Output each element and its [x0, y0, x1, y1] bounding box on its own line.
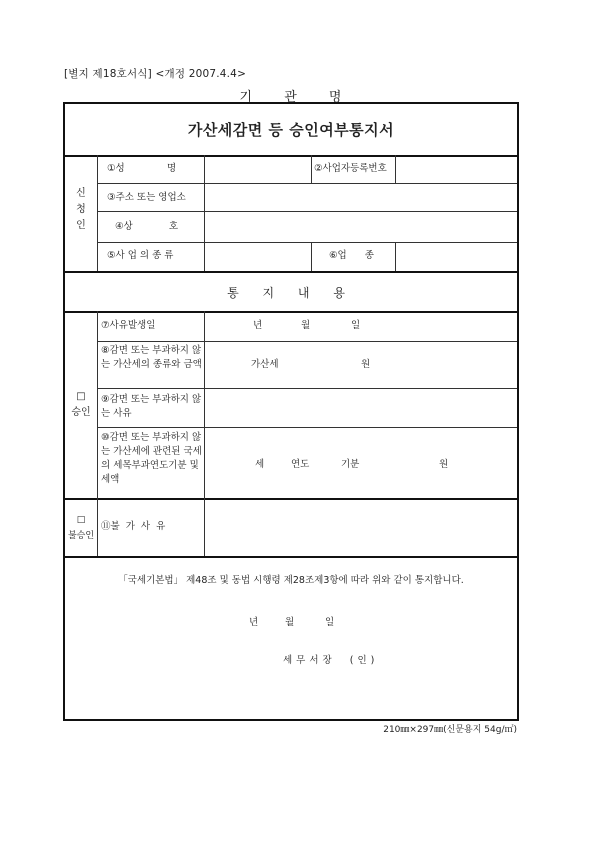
applicant-row-line — [97, 242, 517, 243]
trade-name-field[interactable] — [207, 213, 515, 240]
rejection-checkbox[interactable]: □ — [76, 515, 86, 525]
industry-field[interactable] — [398, 244, 514, 269]
tax-office-signature: 세무서장 (인) — [283, 655, 379, 666]
label-column-line — [204, 311, 205, 498]
penalty-type-amount-label: ⑧감면 또는 부과하지 않는 가산세의 종류와 금액 — [101, 345, 202, 370]
address-label: ③주소 또는 영업소 — [107, 192, 186, 203]
related-tax-won: 원 — [439, 459, 449, 470]
field-column-line — [311, 155, 312, 183]
approval-checkbox[interactable]: □ — [76, 391, 86, 402]
side-column-line — [97, 311, 98, 556]
notice-content-heading: 통 지 내 용 — [227, 286, 355, 300]
rejection-reason-label: ⑪불 가 사 유 — [101, 521, 166, 532]
applicant-side-label: 신 청 인 — [76, 188, 86, 231]
exemption-reason-field[interactable] — [207, 390, 515, 425]
penalty-won-text: 원 — [361, 359, 371, 370]
rejection-label: 불승인 — [67, 531, 95, 541]
business-number-label: ②사업자등록번호 — [314, 163, 387, 174]
industry-label: ⑥업 종 — [329, 250, 374, 261]
occurrence-date-month: 월 — [301, 320, 311, 331]
approval-row-line — [97, 388, 517, 389]
issue-date-year: 년 — [249, 617, 259, 628]
field-column-line — [395, 242, 396, 271]
related-tax-item: 세 — [255, 459, 265, 470]
notice-statement: 「국세기본법」 제48조 및 동법 시행령 제28조제3항에 따라 위와 같이 통지합니다. — [118, 575, 464, 586]
applicant-bottom-divider — [65, 271, 517, 273]
rejection-reason-field[interactable] — [207, 500, 515, 554]
form-number: [별지 제18호서식] <개정 2007.4.4> — [64, 68, 247, 80]
related-tax-period: 기분 — [341, 459, 360, 470]
business-type-field[interactable] — [213, 244, 309, 269]
field-column-line — [311, 242, 312, 271]
applicant-row-line — [97, 183, 517, 184]
name-label: ①성 명 — [107, 163, 177, 174]
exemption-reason-label: ⑨감면 또는 부과하지 않는 사유 — [101, 394, 202, 419]
organization-name: 기 관 명 — [239, 90, 356, 105]
rejection-side-label — [65, 512, 97, 544]
notice-section-divider — [65, 311, 517, 313]
trade-name-label: ④상 호 — [115, 221, 179, 232]
address-field[interactable] — [207, 185, 515, 209]
related-tax-label: ⑩감면 또는 부과하지 않는 가산세에 관련된 국세의 세목부과연도기분 및 세액 — [101, 432, 202, 485]
occurrence-date-year: 년 — [253, 320, 263, 331]
occurrence-date-label: ⑦사유발생일 — [101, 320, 156, 331]
business-type-label: ⑤사 업 의 종 류 — [107, 250, 174, 261]
issue-date-day: 일 — [325, 617, 335, 628]
approval-row-line — [97, 427, 517, 428]
related-tax-year: 연도 — [291, 459, 310, 470]
approval-side-label — [65, 389, 97, 421]
side-column-line — [97, 155, 98, 271]
label-column-line — [204, 498, 205, 556]
approval-label: 승인 — [71, 407, 91, 418]
business-number-field[interactable] — [398, 157, 514, 181]
label-column-line — [204, 155, 205, 271]
name-field[interactable] — [213, 157, 309, 181]
notice-form — [63, 102, 519, 721]
occurrence-date-day: 일 — [351, 320, 361, 331]
issue-date-month: 월 — [285, 617, 295, 628]
paper-specification: 210㎜×297㎜(신문용지 54g/㎡) — [383, 725, 517, 735]
applicant-row-line — [97, 211, 517, 212]
rejection-bottom-divider — [65, 556, 517, 558]
field-column-line — [395, 155, 396, 183]
approval-row-line — [97, 341, 517, 342]
form-title: 가산세감면 등 승인여부통지서 — [187, 121, 395, 139]
penalty-tax-text: 가산세 — [251, 359, 279, 370]
